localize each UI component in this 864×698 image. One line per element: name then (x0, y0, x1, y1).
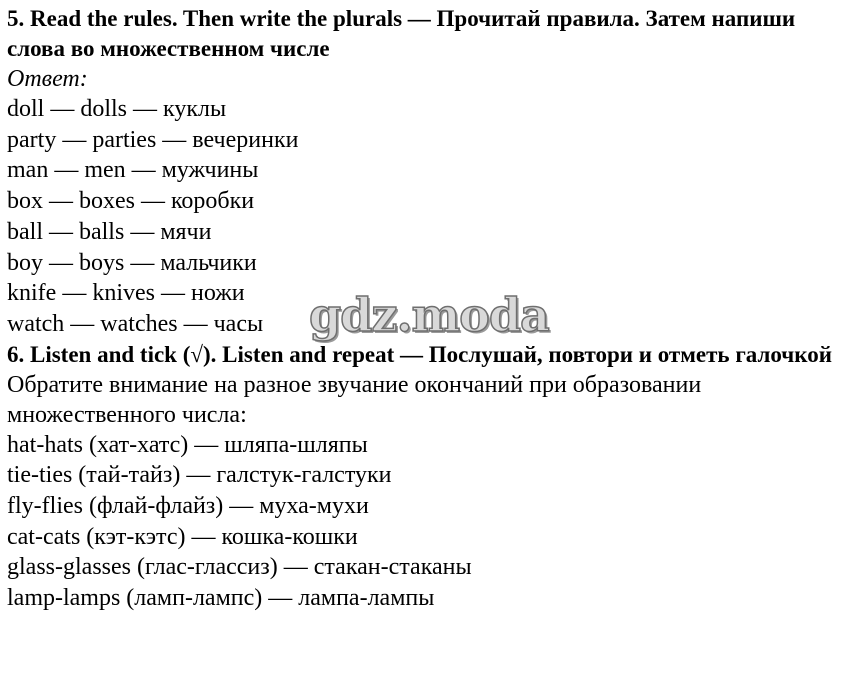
exercise-6-answers (7, 430, 857, 614)
exercise-6-heading: 6. Listen and tick (√). Listen and repeat — Послушай, повтори и отметь галочкой (7, 341, 832, 367)
answer-line: party — parties — вечеринки (7, 126, 299, 153)
answer-line: lamp-lamps (ламп-лампс) — лампа-лампы (7, 585, 435, 612)
answer-line: watch — watches — часы (7, 310, 264, 337)
answer-line: cat-cats (кэт-кэтс) — кошка-кошки (7, 523, 358, 550)
answer-line: doll — dolls — куклы (7, 96, 227, 122)
answer-label: Ответ: (7, 66, 88, 92)
answer-line: knife — knives — ножи (7, 280, 245, 307)
watermark-logo: gdz.moda (309, 288, 549, 342)
answer-line: man — men — мужчины (7, 157, 259, 184)
answer-line: box — boxes — коробки (7, 188, 255, 215)
exercise-6-note: Обратите внимание на разное звучание окончаний при образовании множественного числа: (7, 371, 702, 428)
exercise-5-heading: 5. Read the rules. Then write the plurals — Прочитай правила. Затем напиши слова во множественном числе (7, 6, 796, 61)
answer-line: hat-hats (хат-хатс) — шляпа-шляпы (7, 431, 368, 458)
answer-line: tie-ties (тай-тайз) — галстук-галстуки (7, 462, 392, 489)
answer-line: glass-glasses (глас-глассиз) — стакан-стаканы (7, 554, 472, 581)
answer-line: ball — balls — мячи (7, 218, 212, 245)
answer-line: boy — boys — мальчики (7, 249, 257, 276)
answer-line: fly-flies (флай-флайз) — муха-мухи (7, 493, 369, 520)
